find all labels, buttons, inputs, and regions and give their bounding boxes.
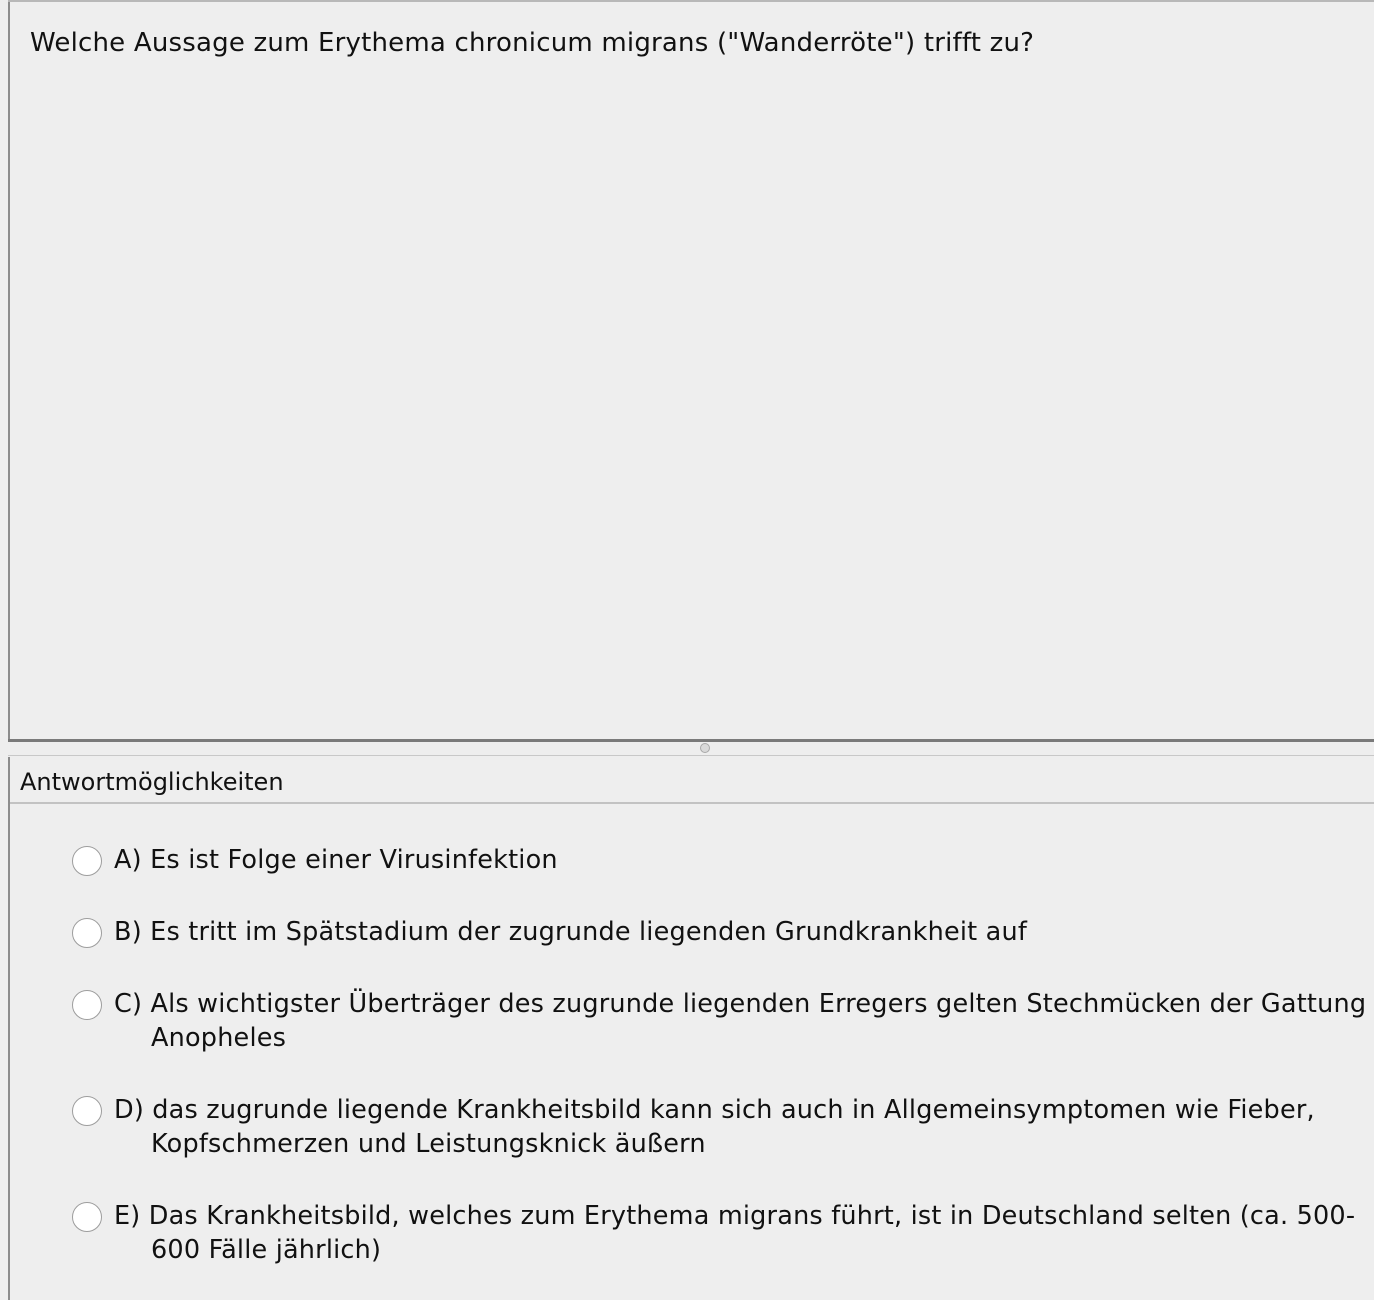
divider-line: [8, 755, 1374, 756]
answer-option-label[interactable]: E) Das Krankheitsbild, welches zum Erythema migrans führt, ist in Deutschland selten (ca. 500-600 Fälle jährlich): [114, 1201, 1356, 1265]
split-pane-divider[interactable]: [8, 739, 1374, 757]
radio-button-e[interactable]: [72, 1202, 102, 1232]
radio-button-a[interactable]: [72, 846, 102, 876]
answer-option-label[interactable]: A) Es ist Folge einer Virusinfektion: [114, 845, 558, 875]
divider-line: [8, 739, 1374, 742]
radio-button-b[interactable]: [72, 918, 102, 948]
answers-title: Antwortmöglichkeiten: [20, 768, 284, 796]
question-text: Welche Aussage zum Erythema chronicum migrans ("Wanderröte") trifft zu?: [30, 28, 1035, 58]
answer-option-label[interactable]: C) Als wichtigster Überträger des zugrunde liegenden Erregers gelten Stechmücken der Gattung Anopheles: [114, 989, 1367, 1053]
answers-header: [10, 757, 1374, 804]
answer-option-label[interactable]: D) das zugrunde liegende Krankheitsbild kann sich auch in Allgemeinsymptomen wie Fieber, Kopfschmerzen und Leistungsknick äußern: [114, 1095, 1315, 1159]
radio-button-d[interactable]: [72, 1096, 102, 1126]
divider-grip-icon[interactable]: [700, 743, 710, 753]
answer-option-label[interactable]: B) Es tritt im Spätstadium der zugrunde liegenden Grundkrankheit auf: [114, 917, 1028, 947]
answers-pane: [8, 757, 1374, 1300]
question-pane: [8, 2, 1374, 739]
radio-button-c[interactable]: [72, 990, 102, 1020]
